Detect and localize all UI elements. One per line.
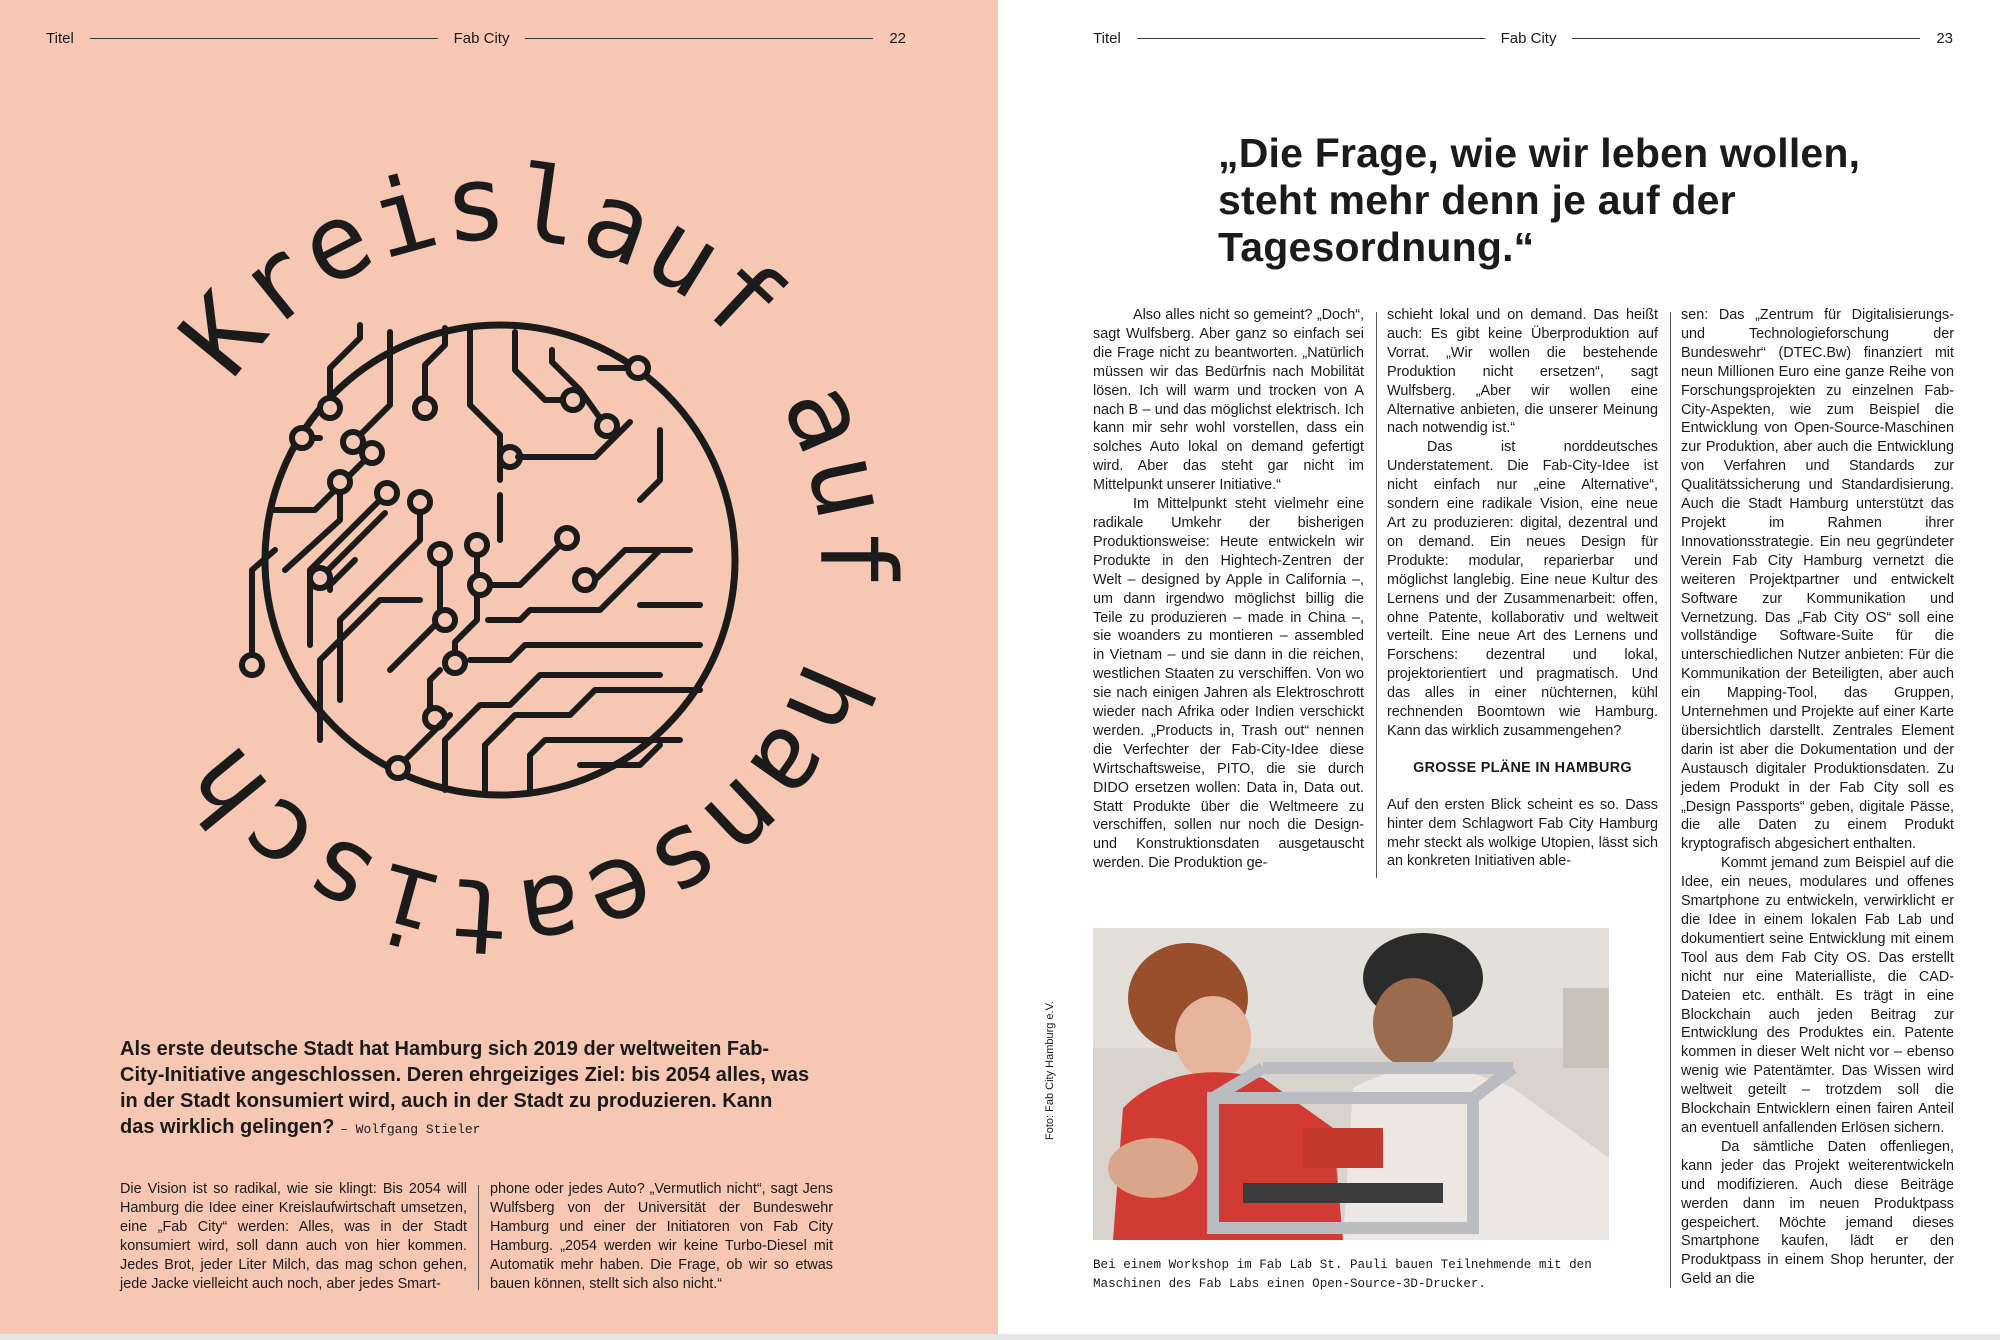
body-column-2: schieht lokal und on demand. Das heißt auch: Es gibt keine Überproduktion auf Vorrat. „Wir wollen die bestehende Produktion nicht ersetzen“, sagt Wulfsberg. „Aber wir wollen eine Alternative anbieten, die unserer Meinung nach notwendig ist.“ Das ist norddeutsches Understatement. Die Fab-City-Idee ist nicht einfach nur „eine Alternative“, sondern eine radikale Vision, eine neue Art zu produzieren: digital, dezentral und on demand. Ein neues Design für Produkte: modular, reparierbar und möglichst langlebig. Eine neue Kultur des Lernens und der Zusammenarbeit: offen, ohne Patente, kollaborativ und weltweit verteilt. Eine neue Art des Lernens und Forschens: dezentral und lokal, projektorientiert und pragmatisch. Und das alles in einer nüchternen, kühl rechnenden Boomtown wie Hamburg. Kann das wirklich zusammengehen? GROSSE PLÄNE IN HAMBURG Auf den ersten Blick scheint es so. Dass hinter dem Schlagwort Fab City Hamburg mehr steckt als wolkige Utopien, lässt sich an konkreten Initiativen able- <box>1387 307 1658 870</box>
column-divider <box>1670 312 1671 1288</box>
photo-credit: Foto: Fab City Hamburg e.V. <box>1044 1001 1056 1140</box>
column-divider <box>1376 312 1377 878</box>
emblem-text: Kreislauf auf hanseatisch <box>156 140 918 980</box>
subheading: GROSSE PLÄNE IN HAMBURG <box>1413 759 1632 776</box>
running-header <box>46 26 906 50</box>
page-number: 22 <box>889 29 907 47</box>
runhead-rule <box>1137 38 1485 39</box>
runhead-section: Titel <box>46 29 74 47</box>
runhead-title: Fab City <box>453 29 510 47</box>
body-column-3: sen: Das „Zentrum für Digitalisierungs- und Technologieforschung der Bundeswehr“ (DTEC.Bw) finanziert mit neun Millionen Euro eine ganze Reihe von Forschungsprojekten zu einzelnen Fab-City-Aspekten, wie zum Beispiel die Entwicklung von Open-Source-Maschinen zur Produktion, aber auch die Entwicklung von Verfahren und Standards zur Qualitätssicherung und Standardisierung. Auch die Stadt Hamburg unterstützt das Projekt im Rahmen ihrer Innovationsstrategie. Ein neu gegründeter Verein Fab City Hamburg vernetzt die weiteren Projektpartner und entwickelt Software zur Kommunikation und Vernetzung. Das „Fab City OS“ soll eine vollständige Software-Suite für die unterschiedlichen Nutzer anbieten: Für die Kommunikation der Beteiligten, aber auch ein Mapping-Tool, das Gruppen, Unternehmen und Projekte auf einer Karte übersichtlich darstellt. Zentrales Element darin ist aber die Dokumentation und der Austausch digitaler Produktionsdaten. Zu jedem Produkt in der Fab City soll es „Design Passports“ geben, digitale Pässe, die alle Daten zu einem Produkt kryptografisch abgesichert enthalten. Kommt jemand zum Beispiel auf die Idee, ein neues, modulares und offenes Smartphone zu entwickeln, verwirklicht er die Idee in einem lokalen Fab Lab und dokumentiert seine Entwicklung mit einem Tool aus dem Fab City OS. Das erstellt nicht nur eine Materialliste, die CAD-Dateien etc. enthält. Es trägt in eine Blockchain auch jeden Beitrag zur Entwicklung des Produktes ein. Patente kommen in dieser Welt nicht vor – ebenso wenig wie Patentämter. Das Wissen wird weltweit geteilt – trotzdem soll die Blockchain Entwicklern einen fairen Anteil an eventuell anfallenden Erlösen sichern. Da sämtliche Daten offenliegen, kann jeder das Projekt weiterentwickeln und modifizieren. Auch diese Beiträge werden dann im neuen Produktpass gespeichert. Möchte jemand dieses Smartphone kaufen, lädt er den Produktpass in einem Shop herunter, der Geld an die <box>1681 307 1954 1288</box>
bottom-edge <box>0 1334 2000 1340</box>
workshop-photo <box>1093 928 1609 1240</box>
pull-quote: „Die Frage, wie wir leben wollen, steht mehr denn je auf der Tagesordnung.“ <box>1218 130 1861 270</box>
left-page <box>0 0 998 1334</box>
column-divider <box>478 1185 479 1290</box>
runhead-rule <box>90 38 438 39</box>
photo-caption: Bei einem Workshop im Fab Lab St. Pauli bauen Teilnehmende mit den Maschinen des Fab Labs einen Open-Source-3D-Drucker. <box>1093 1258 1592 1291</box>
circuit-emblem <box>40 100 960 1020</box>
byline: – Wolfgang Stieler <box>340 1122 481 1137</box>
circuit-board-icon <box>242 325 735 795</box>
intro-column-1: Die Vision ist so radikal, wie sie klingt: Bis 2054 will Hamburg die Idee einer Kreislaufwirtschaft umsetzen, eine „Fab City“ werden: Alles, was in der Stadt konsumiert wird, soll dann auch von hier kommen. Jedes Brot, jeder Liter Milch, das mag schon gehen, jede Jacke vielleicht auch noch, aber jedes Smart- <box>120 1181 467 1292</box>
running-header <box>1093 26 1953 50</box>
lead-paragraph <box>120 1036 810 1143</box>
runhead-section: Titel <box>1093 29 1121 47</box>
intro-column-2: phone oder jedes Auto? „Vermutlich nicht“, sagt Jens Wulfsberg von der Universität der Bundeswehr Hamburg und einer der Initiatoren von Fab City Hamburg. „2054 werden wir keine Turbo-Diesel mit Automatik mehr haben. Die Frage, ob wir so etwas bauen können, stellt sich also nicht.“ <box>490 1181 833 1292</box>
page-number: 23 <box>1936 29 1954 47</box>
runhead-title: Fab City <box>1500 29 1557 47</box>
body-column-1: Also alles nicht so gemeint? „Doch“, sagt Wulfsberg. Aber ganz so einfach sei die Frage nicht zu beantworten. „Natürlich müssen wir das Bedürfnis nach Mobilität lösen. Ich will warm und trocken von A nach B – und das möglichst elektrisch. Ich kann mir sehr wohl vorstellen, dass ein solches Auto lokal on demand gefertigt wird. Aber das steht gar nicht im Mittelpunkt unserer Initiative.“ Im Mittelpunkt steht vielmehr eine radikale Umkehr der bisherigen Produktionsweise: Heute entwickeln wir Produkte in den Hightech-Zentren der Welt – designed by Apple in California –, um dann irgendwo möglichst billig die Teile zu produzieren – made in China –, sie woanders zu montieren – assembled in Vietnam – und sie dann in die reichen, westlichen Staaten zu verschiffen. Von wo sie nach einigen Jahren als Elektroschrott wieder nach Afrika oder Indien verschickt werden. „Products in, Trash out“ nennen die Verfechter der Fab-City-Idee diese Wirtschaftsweise, PITO, die sie durch DIDO ersetzen wollen: Data in, Data out. Statt Produkte über die Weltmeere zu verschiffen, sollen nur noch die Design- und Konstruktionsdaten ausgetauscht werden. Die Produktion ge- <box>1093 307 1364 872</box>
runhead-rule <box>525 38 873 39</box>
lead-text: Als erste deutsche Stadt hat Hamburg sich 2019 der weltweiten Fab-City-Initiative angeschlossen. Deren ehrgeiziges Ziel: bis 2054 alles, was in der Stadt konsumiert wird, auch in der Stadt zu produzieren. Kann das wirklich gelingen? <box>120 1038 810 1138</box>
photo-illustration-icon <box>1093 928 1609 1240</box>
runhead-rule <box>1572 38 1920 39</box>
